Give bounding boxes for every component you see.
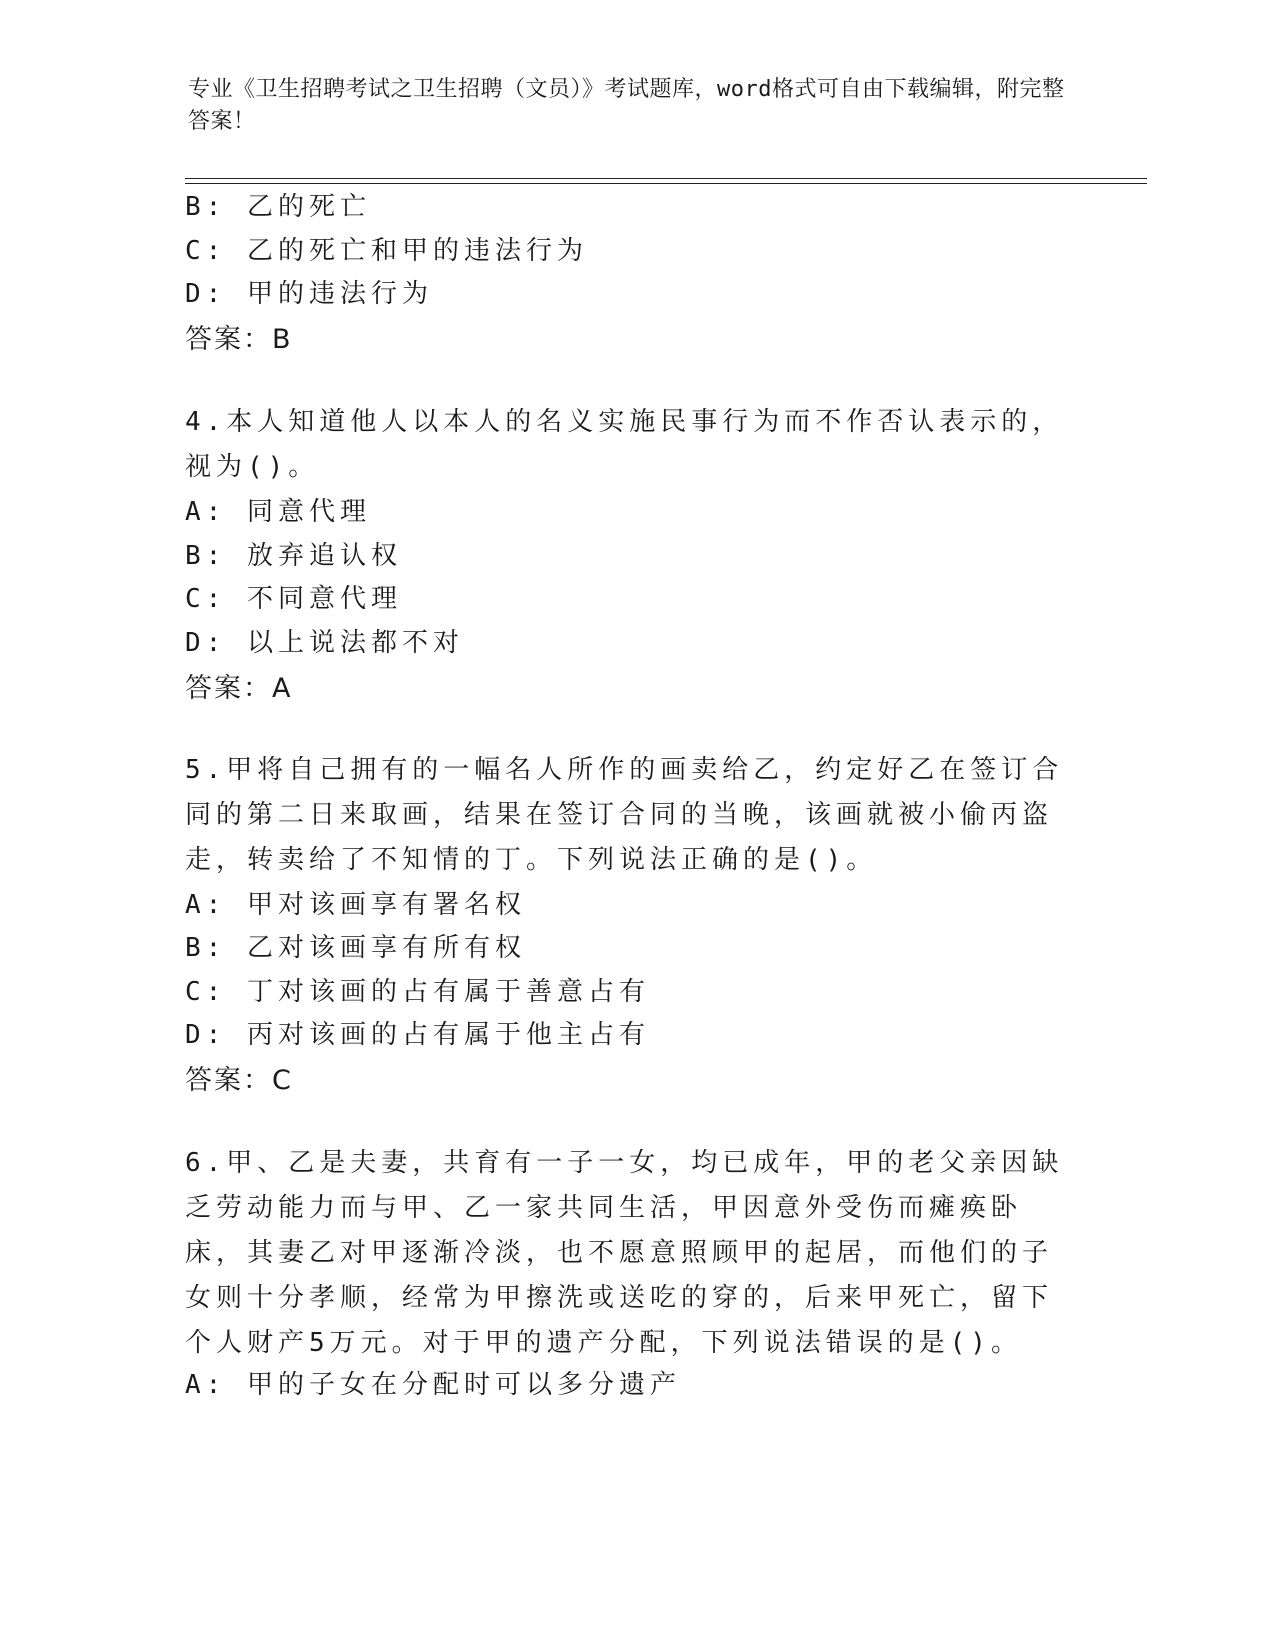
- q5-option-d: D: 丙对该画的占有属于他主占有: [185, 1020, 650, 1050]
- q5-option-c: C: 丁对该画的占有属于善意占有: [185, 977, 650, 1007]
- q4-stem: 4.本人知道他人以本人的名义实施民事行为而不作否认表示的，视为()。: [185, 407, 1064, 482]
- q4-option-b: B: 放弃追认权: [185, 541, 402, 571]
- q4-option-d: D: 以上说法都不对: [185, 628, 464, 658]
- q6-stem: 6.甲、乙是夫妻，共育有一子一女，均已成年，甲的老父亲因缺乏劳动能力而与甲、乙一家共同生活，甲因意外受伤而瘫痪卧床，其妻乙对甲逐渐冷淡，也不愿意照顾甲的起居，而他们的子女则十分孝顺，经常为甲擦洗或送吃的穿的，后来甲死亡，留下个人财产5万元。对于甲的遗产分配，下列说法错误的是()。: [185, 1148, 1064, 1358]
- q3-option-c: C: 乙的死亡和甲的违法行为: [185, 236, 588, 266]
- header-divider-top: [185, 178, 1147, 179]
- q3-answer: 答案：B: [185, 324, 293, 355]
- q5-option-a: A: 甲对该画享有署名权: [185, 890, 526, 920]
- q3-option-b: B: 乙的死亡: [185, 192, 371, 222]
- header-divider-bottom: [185, 183, 1147, 184]
- q3-option-d: D: 甲的违法行为: [185, 279, 433, 309]
- q5-answer: 答案：C: [185, 1065, 293, 1096]
- q4-option-c: C: 不同意代理: [185, 584, 402, 614]
- q4-answer: 答案：A: [185, 673, 293, 704]
- document-header: 专业《卫生招聘考试之卫生招聘（文员）》考试题库，word格式可自由下载编辑，附完整答案！: [188, 77, 1065, 134]
- q5-stem: 5.甲将自己拥有的一幅名人所作的画卖给乙，约定好乙在签订合同的第二日来取画，结果在签订合同的当晚，该画就被小偷丙盗走，转卖给了不知情的丁。下列说法正确的是()。: [185, 755, 1064, 875]
- q6-option-a: A: 甲的子女在分配时可以多分遗产: [185, 1370, 681, 1400]
- q5-option-b: B: 乙对该画享有所有权: [185, 933, 526, 963]
- q4-option-a: A: 同意代理: [185, 497, 371, 527]
